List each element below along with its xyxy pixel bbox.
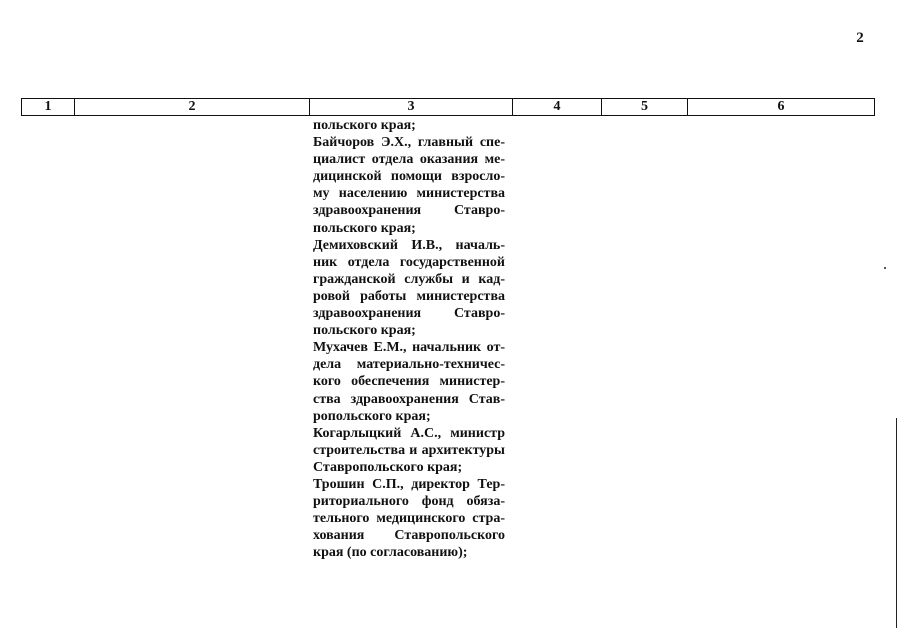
column-3-text-line: Демиховский И.В., началь- [313, 237, 505, 253]
column-3-text-line: Когарлыцкий А.С., министр [313, 425, 505, 441]
column-3-text-line: польского края; [313, 220, 416, 236]
column-3-text-line: му населению министерства [313, 186, 505, 202]
column-3-text-line: здравоохранения Ставро- [313, 306, 505, 322]
column-3-text-line: Мухачев Е.М., начальник от- [313, 340, 505, 356]
column-3-text-line: Ставропольского края; [313, 459, 463, 475]
column-number-5: 5 [602, 99, 688, 116]
column-3-text-line: дицинской помощи взросло- [313, 169, 505, 185]
column-3-text-line: гражданской службы и кад- [313, 271, 505, 287]
column-3-text-line: Байчоров Э.Х., главный спе- [313, 135, 505, 151]
column-number-1: 1 [22, 99, 75, 116]
column-3-text-line: ник отдела государственной [313, 254, 505, 270]
column-3-members-list [313, 117, 505, 561]
column-3-text-line: ровой работы министерства [313, 288, 505, 304]
column-number-6: 6 [688, 99, 875, 116]
scan-speck [884, 267, 886, 269]
page-number: 2 [856, 30, 864, 46]
column-3-text-line: кого обеспечения министер- [313, 374, 505, 390]
column-number-3: 3 [310, 99, 513, 116]
column-3-text-line: циалист отдела оказания ме- [313, 152, 505, 168]
column-3-text-line: края (по согласованию); [313, 545, 468, 561]
column-number-row [22, 99, 875, 116]
column-3-text-line: хования Ставропольского [313, 528, 505, 544]
column-number-header-table [21, 98, 875, 116]
column-3-text-line: Трошин С.П., директор Тер- [313, 476, 505, 492]
column-3-text-line: ства здравоохранения Став- [313, 391, 505, 407]
column-3-text-line: польского края; [313, 323, 416, 339]
column-3-text-line: строительства и архитектуры [313, 442, 505, 458]
column-3-text-line: дела материально-техничес- [313, 357, 505, 373]
column-3-text-line: тельного медицинского стра- [313, 511, 505, 527]
column-3-text-line: здравоохранения Ставро- [313, 203, 505, 219]
scan-margin-line [896, 418, 897, 628]
column-3-text-line: риториального фонд обяза- [313, 494, 505, 510]
column-3-text-line: польского края; [313, 118, 416, 133]
column-number-4: 4 [513, 99, 602, 116]
column-number-2: 2 [75, 99, 310, 116]
column-3-text-line: ропольского края; [313, 408, 431, 424]
